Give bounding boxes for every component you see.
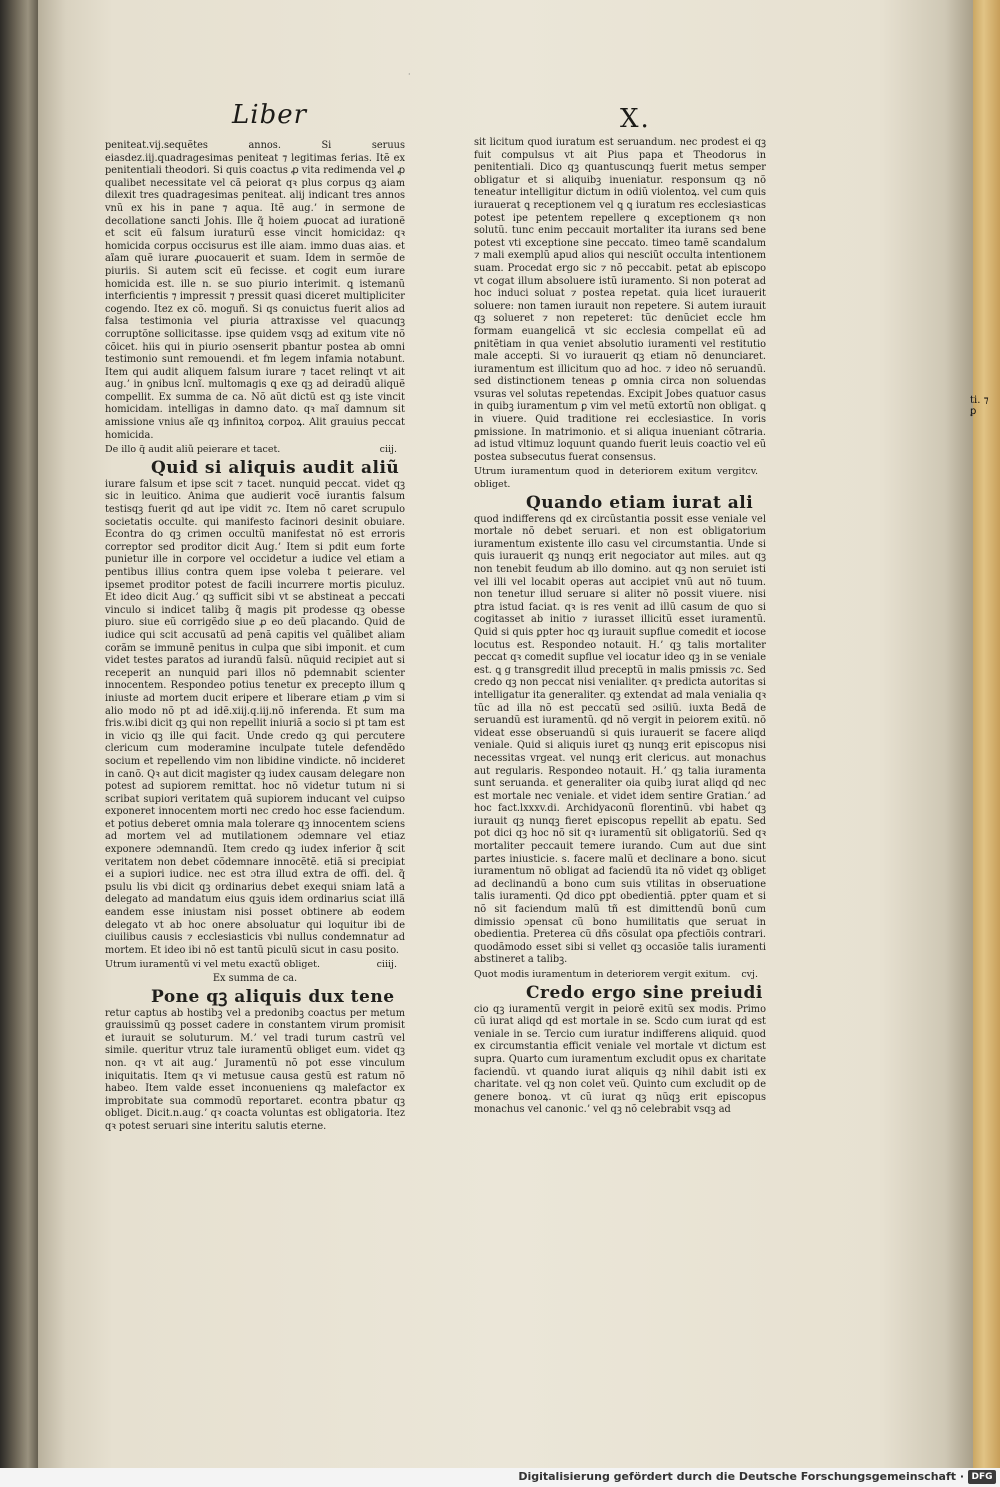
rubric-number: cvj.	[741, 969, 758, 980]
dfg-logo-icon: DFG	[968, 1470, 996, 1484]
running-header-right: X.	[620, 104, 651, 134]
funding-credit: Digitalisierung gefördert durch die Deutsche Forschungsgemeinschaft ·	[518, 1470, 964, 1483]
section-heading: Pone qꝫ aliquis dux tene	[151, 986, 395, 1007]
paragraph: sit licitum quod iuratum est seruandum. nec prodest ei qꝫ fuit compulsus vt ait Pius papa et Theodorus in penitentiali. Dico qꝫ quantuscunqꝫ fuerit metus semper obligatur et si aliquibꝫ inueniatur. responsum qꝫ nõ teneatur intelligitur dictum in odiũ violentoꝝ. vel cum quis iurauerat ꝗ receptionem vel ꝗ ꝗ iuratum res ecclesiasticas potest ipe petentem repellere ꝗ exceptionem qꝛ non solutũ. tunc enim peccauit mortaliter ita iurans sed bene potest vti exceptione sine peccato. timeo tamẽ scandalum ⁊ mali exemplũ apud alios qui nesciũt occulta intentionem suam. Procedat ergo sic ⁊ nõ peccabit. petat ab episcopo vt cogat illum absoluere istũ iuramento. Si non poterat ad hoc induci soluat ⁊ postea repetat. quia licet iurauerit soluere: non tamen iurauit non repetere. Si autem iurauit qꝫ solueret ⁊ non repeteret: tũc denũciet eccle hm formam euangelicã vt sic ecclesia compellat eũ ad ꝑnitẽtiam in qua veniet absolutio iuramenti vel restitutio male accepti. Si vo iurauerit qꝫ etiam nõ denunciaret. iuramentum est illicitum quo ad hoc. ⁊ ideo nõ seruandũ. sed distinctionem teneas ꝑ omnia circa non soluendas vsuras vel solutas repetendas. Excipit Jobes quatuor casus in quibꝫ iuramentum ꝑ vim vel metũ extortũ non obligat. ꝗ in viuere. Quid traditione rei ecclesiastice. In voris ꝑmissione. In matrimonio. et si aliqua inueniant cõtraria. ad istud vltimuz loquunt quando fuerit leuis coactio vel eũ postea subsecutus fuerat consensus.	[474, 137, 766, 463]
footer-bar	[0, 1468, 1000, 1487]
rubric-number: ciiij.	[376, 959, 397, 971]
running-header-left: Liber	[232, 100, 308, 130]
rubric	[105, 959, 405, 972]
left-text-column	[105, 140, 405, 1134]
right-margin-marks: ti. ⁊ ꝑ	[970, 395, 989, 417]
rubric	[105, 444, 405, 457]
paragraph: cio qꝫ iuramentũ vergit in peiorẽ exitũ sex modis. Primo cũ iurat aliqd qd est mortale in se. Scdo cum iurat qd est veniale in se. Tercio cum iuratur indifferens aliquid. quod ex circumstantia efficit veniale vel mortale vt dictum est supra. Quarto cum iuramentum excludit opus ex charitate faciendũ. vt quando iurat aliquis qꝫ nihil dabit isti ex charitate. vel qꝫ non colet veũ. Quinto cum excludit op de genere bonoꝝ. vt cũ iurat qꝫ nũqꝫ erit episcopus monachus vel canonic.ʼ vel qꝫ nõ celebrabit vsqꝫ ad	[474, 1003, 766, 1116]
paragraph: iurare falsum et ipse scit ⁊ tacet. nunquid peccat. videt qꝫ sic in leuitico. Anima que audierit vocẽ iurantis falsum testisqꝫ fuerit qd aut ipe vidit ⁊c. Item nõ caret scrupulo societatis occulte. qui manifesto facinori desinit obuiare. Econtra do qꝫ crimen occultũ manifestat nõ est erroris correptor sed proditor dicit Aug.ʼ Item si pdit eum forte punietur ille in corpore vel occidetur a iudice vel etiam a pentibus illius contra quem ipse voleba t peierare. vel ipsemet proditor potest de facili incurrere mortis piculuz. Et ideo dicit Aug.ʼ qꝫ sufficit sibi vt se abstineat a peccati vinculo si indicet talibꝫ q̃ magis pit prodesse qꝫ obesse piuro. siue eũ corrigẽdo siue ꝓ eo deũ placando. Quid de iudice qui scit accusatũ ad penã capitis vel quãlibet aliam corãm se immunẽ penitus in culpa que sibi imponit. et cum videt testes paratos ad iurandũ falsũ. nũquid recipiet aut si receperit an nunquid pari illos nõ pdemnabit scienter innocentem. Respondeo potius tenetur ex precepto illum ꝗ iniuste ad mortem ducit eripere et liberare etiam ꝓ vim si alio modo nõ pt ad idẽ.xiij.q.iij.nõ inferenda. Et sum ma fris.w.ibi dicit qꝫ qui non repellit iniuriã a socio si pt tam est in vicio qꝫ ille qui facit. Unde credo qꝫ qui percutere clericum cum moderamine inculpate tutele defendẽdo socium et repellendo vim non libidine vindicte. nõ incideret in canõ. Qꝛ aut dicit magister qꝫ iudex causam delegare non potest ad supiorem remittat. hoc nõ videtur tutum ni si scribat supiori veritatem quã supiorem inducant vel cuipso exponeret innocentem morti nec credo hoc esse faciendum. et potius deberet omnia mala tolerare qꝫ innocentem sciens ad mortem vel ad mutilationem ɔdemnare vel etiaz exponere ɔdemnandũ. Item credo qꝫ iudex inferior q̃ scit veritatem non debet cõdemnare innocẽtẽ. etiã si precipiat ei a supiori iudice. nec est ɔtra illud extra de offi. del. q̃ psulu lis vbi dicit qꝫ ordinarius debet exequi sniam latã a delegato ad mandatum eius qꝫuis idem ordinarius sciat illã eandem esse iniustam nisi posset obtinere ab eodem delegato vt ab hoc onere absoluatur qui loquitur ibi de ciuilibus causis ⁊ ecclesiasticis vbi nullus condemnatur ad mortem. Et ideo ibi nõ est tantũ piculũ sicut in casu posito.	[105, 478, 405, 956]
rubric	[474, 969, 766, 982]
left-book-edge	[0, 0, 40, 1470]
paragraph: quod indifferens qd ex circũstantia possit esse veniale vel mortale nõ debet seruari. et non est obligatorium iuramentum existente illo casu vel circumstantia. Unde si quis iurauerit qꝫ nunqꝫ erit negociator aut miles. aut qꝫ non tenebit feudum ab illo domino. aut qꝫ non seruiet isti vel illi vel locabit operas aut accipiet vnũ aut nõ tuum. non tenetur illud seruare si aliter nõ possit viuere. nisi ꝑtra istud faciat. qꝛ is res venit ad illũ casum de quo si cogitasset ab initio ⁊ iurasset illicitũ esset iuramentũ. Quid si quis ꝑpter hoc qꝫ iurauit supflue comedit et iocose locutus est. Respondeo notauit. H.ʼ qꝫ talis mortaliter peccat qꝛ comedit supflue vel iocatur ideo qꝫ in se veniale est. ꝗ g transgredit illud preceptũ in malis pmissis ⁊c. Sed credo qꝫ non peccat nisi venialiter. qꝛ predicta autoritas si intelligatur ita generaliter. qꝫ extendat ad mala venialia qꝛ tũc ad illa nõ est peccatũ sed ɔsiliũ. iuxta Bedã de seruandũ est iuramentũ. qd nõ vergit in peiorem exitũ. nõ videat esse obseruandũ si quis iurauerit se facere aliqd veniale. Quid si aliquis iuret qꝫ nunqꝫ erit episcopus nisi necessitas vrgeat. vel nunqꝫ erit clericus. aut monachus aut regularis. Respondeo notauit. H.ʼ qꝫ talia iuramenta sunt seruanda. et generaliter oia quibꝫ iurat aliqd qd nec est mortale nec veniale. et videt idem sentire Gratian.ʼ ad hoc fact.lxxxv.di. Archidyaconũ florentinũ. vbi habet qꝫ iurauit qꝫ nunqꝫ fieret episcopus repellit ab epatu. Sed pot dici qꝫ hoc nõ sit qꝛ iuramentũ sit obligatoriũ. Sed qꝛ mortaliter peccauit temere iurando. Cum aut due sint partes iniusticie. s. facere malũ et declinare a bono. sicut iuramentum nõ obligat ad faciendũ ita nõ videt qꝫ obliget ad declinandũ a bono cum suis vtilitas in obseruatione talis iuramenti. Qd dico ꝑpt obedientiã. ꝑpter quam et si nõ sit faciendum malũ tñ est dimittendũ bonũ cum dimissio ɔpensat cũ bono humilitatis que seruat in obedientia. Preterea cũ dñs cõsulat opa ꝑfectiõis contrari. quodãmodo esset sibi si vellet qꝫ occasiõe talis iuramenti abstineret a talibꝫ.	[474, 513, 766, 966]
rubric-title: Utrum iuramentũ vi vel metu exactũ obliget.	[105, 959, 320, 971]
section-heading: Credo ergo sine preiudi	[526, 982, 763, 1003]
right-text-column	[474, 137, 766, 1117]
section-heading: Quid si aliquis audit aliũ	[151, 457, 400, 478]
rubric-number: cv.	[745, 466, 758, 478]
right-page-edge	[973, 0, 1000, 1468]
section-heading: Quando etiam iurat ali	[526, 492, 754, 513]
page-speck: ·	[408, 70, 411, 79]
rubric-title: De illo q̃ audit aliũ peierare et tacet.	[105, 444, 281, 456]
rubric-source: Ex summa de ca.	[212, 973, 298, 984]
rubric-title: Quot modis iuramentum in deteriorem vergit exitum.	[474, 969, 731, 980]
rubric-number: ciij.	[379, 444, 397, 456]
rubric	[474, 466, 766, 491]
paragraph: retur captus ab hostibꝫ vel a predonibꝫ coactus per metum grauissimũ qꝫ posset cadere in constantem virum promisit et iurauit se soluturum. M.ʼ vel tradi turum castrũ vel simile. queritur vtruz tale iuramentũ obliget eum. videt qꝫ non. qꝛ vt ait aug.ʼ Juramentũ nõ pot esse vinculum iniquitatis. Item qꝛ vi metusue causa gestũ est ratum nõ habeo. Item valde esset inconueniens qꝫ malefactor ex improbitate sua commodũ reportaret. econtra pbatur qꝫ obliget. Dicit.n.aug.ʼ qꝛ coacta voluntas est obligatoria. Itez qꝛ potest seruari sine interitu salutis eterne.	[105, 1007, 405, 1132]
paragraph: peniteat.vij.sequẽtes annos. Si seruus eiasdez.iij.quadragesimas peniteat ⁊ legitimas ferias. Itẽ ex penitentiali theodori. Si quis coactus ꝓ vita redimenda vel ꝓ qualibet necessitate vel cã peiorat qꝛ plus corpus qꝫ aiam dilexit tres quadragesimas peniteat. alij indicant tres annos vnũ ex his in pane ⁊ aqua. Itẽ aug.ʼ in sermone de decollatione sancti Johis. Ille q̃ hoiem ꝓuocat ad iurationẽ et scit eũ falsum iuraturũ esse vincit homicidaz: qꝛ homicida corpus occisurus est ille aiam. immo duas aias. et aĩam quẽ iurare ꝓuocauerit et suam. Idem in sermõe de piuriis. Si autem scit eũ fecisse. et cogit eum iurare homicida est. ille n. se suo piurio interimit. ꝗ istemanũ interficientis ⁊ impressit ⁊ pressit quasi diceret multipliciter cogendo. Itez ex cõ. moguñ. Si qs conuictus fuerit alios ad falsa testimonia vel ꝑiuria attraxisse vel quacunqꝫ corruptõne sollicitasse. ipse quidem vsqꝫ ad exitum vite nõ cõicet. hiis qui in piurio ɔsenserit pbantur postea ab omni testimonio sunt remouendi. et fm legem infamia notabunt. Item qui audit aliquem falsum iurare ⁊ tacet relinqt vt ait aug.ʼ in ꝯnibus lcnĩ. multomagis ꝗ exe qꝫ ad deiradũ aliquẽ compellit. Ex summa de ca. Nõ aũt dictũ est qꝫ iste vincit homicidam. intelligas in damno dato. qꝛ maĩ damnum sit amissione vnius aĩe qꝫ infinitoꝝ corpoꝝ. Alit grauius peccat homicida.	[105, 140, 405, 441]
rubric-title: Utrum iuramentum quod in deteriorem exitum vergit obliget.	[474, 466, 746, 491]
